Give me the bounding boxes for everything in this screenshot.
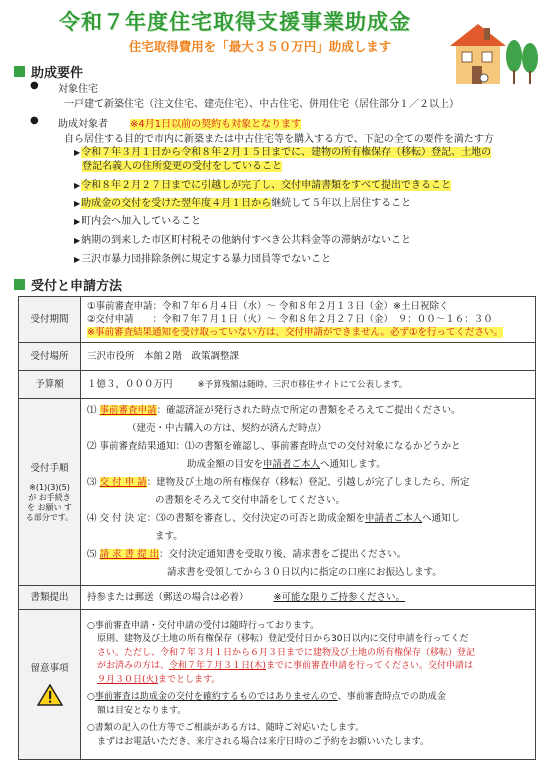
period-label: 受付期間	[19, 297, 81, 343]
target-person-label: 助成対象者	[58, 119, 108, 130]
table-row	[19, 371, 536, 399]
period-note: ※事前審査結果通知を受け取っていない方は、交付申請ができません。必ず①を行ってください。	[87, 327, 504, 338]
docs-label: 書類提出	[19, 586, 81, 610]
page-subtitle: 住宅取得費用を「最大３５０万円」助成します	[128, 39, 392, 54]
arrow-icon: ▶	[74, 181, 81, 190]
table-row	[19, 399, 536, 586]
target-house-label: 対象住宅	[58, 84, 98, 95]
arrow-icon: ▶	[74, 217, 81, 226]
table-row	[19, 343, 536, 371]
docs-cell: 持参または郵送（郵送の場合は必着） ※可能な限りご持参ください。	[81, 586, 536, 610]
bullet-icon: ●	[30, 80, 39, 91]
condition-item: ▶町内会へ加入していること	[74, 216, 202, 227]
target-person-note: ※4月1日以前の契約も対象となります	[130, 119, 302, 130]
step5-name: 請 求 書 提 出	[99, 549, 160, 560]
warning-icon	[37, 683, 63, 707]
arrow-icon: ▶	[74, 236, 81, 245]
procedure-label-cell: 受付手順 ※(1)(3)(5) が お手続き を お願い す る部分です。	[19, 399, 81, 586]
period-cell: ①事前審査申請：令和７年６月４日（水）～ 令和８年２月１３日（金）※土日祝除く ②交付申請 ：令和７年７月１日（火）～ 令和８年２月２７日（金） ９：００～１６：３０ ※事前審査結果通知を受け取っていない方は、交付申請ができません。必ず①を行ってください。	[81, 297, 536, 343]
budget-label: 予算額	[19, 371, 81, 399]
requirements-heading: 助成要件	[14, 62, 83, 81]
condition-item: ▶納期の到来した市区町村税その他納付すべき公共料金等の滞納がないこと	[74, 235, 411, 246]
condition-item: 登記名義人の住所変更の受付をしていること	[82, 161, 282, 172]
notes-cell: ○事前審査申請・交付申請の受付は随時行っております。 原則、建物及び土地の所有権保存（移転）登記受付日から30日以内に交付申請を行ってくだ さい。ただし、令和７年３月１日から６月３日までに建物及び土地の所有権保存（移転）登記 がお済みの方は、令和７年７月３１日(木)までに事前審査申請を行ってください。交付申請は ９月３０日(火)までとします。 ○事前審査は助成金の交付を確約するものではありませんので、事前審査時点での助成金 額は目安となります。 ○書類の記入の仕方等でご相談がある方は、随時ご対応いたします。 まずはお電話いただき、来庁される場合は来庁日時のご予約をお願いいたします。	[81, 610, 536, 760]
bullet-icon: ●	[30, 115, 39, 126]
arrow-icon: ▶	[74, 148, 81, 157]
section-square-icon	[14, 66, 25, 77]
application-heading: 受付と申請方法	[14, 275, 122, 294]
condition-item: ▶助成金の交付を受けた翌年度４月１日から継続して５年以上居住すること	[74, 198, 412, 209]
place-text: 三沢市役所 本館２階 政策調整課	[81, 343, 536, 371]
target-person-text: 自ら居住する目的で市内に新築または中古住宅等を購入する方で、下記の全ての要件を満たす方	[64, 134, 494, 145]
budget-cell: １億３，０００万円 ※予算残額は随時、三沢市移住サイトにて公表します。	[81, 371, 536, 399]
arrow-icon: ▶	[74, 255, 81, 264]
table-row	[19, 297, 536, 343]
application-table	[18, 296, 536, 760]
step3-name: 交 付 申 請	[99, 477, 147, 488]
condition-item: ▶令和８年２月２７日までに引越しが完了し、交付申請書類をすべて提出できること	[74, 180, 451, 191]
condition-item: ▶令和７年３月１日から令和８年２月１５日までに、建物の所有権保存（移転）登記、土地の	[74, 147, 492, 158]
step1-name: 事前審査申請	[99, 405, 157, 416]
target-house-text: 一戸建て新築住宅（注文住宅、建売住宅）、中古住宅、併用住宅（居住部分１／２以上）	[64, 99, 459, 110]
table-row	[19, 610, 536, 760]
section-square-icon	[14, 279, 25, 290]
notes-label-cell: 留意事項	[19, 610, 81, 760]
arrow-icon: ▶	[74, 199, 81, 208]
table-row	[19, 586, 536, 610]
procedure-cell: ⑴ 事前審査申請：確認済証が発行された時点で所定の書類をそろえてご提出ください。 （建売・中古購入の方は、契約が済んだ時点） ⑵ 事前審査結果通知：⑴の書類を確認し、事前審査時点での交付対象になるかどうかと 助成金額の目安を申請者ご本人へ通知します。 ⑶ 交 付 申 請：建物及び土地の所有権保存（移転）登記、引越しが完了しましたら、所定 の書類をそろえて交付申請をしてください。 ⑷ 交 付 決 定：⑶の書類を審査し、交付決定の可否と助成金額を申請者ご本人へ通知し ます。 ⑸ 請 求 書 提 出：交付決定通知書を受取り後、請求書をご提出ください。 請求書を受領してから３０日以内に指定の口座にお振込します。	[81, 399, 536, 586]
condition-item: ▶三沢市暴力団排除条例に規定する暴力団員等でないこと	[74, 254, 332, 265]
house-illustration	[448, 20, 540, 86]
page-title: 令和７年度住宅取得支援事業助成金	[59, 10, 411, 34]
place-label: 受付場所	[19, 343, 81, 371]
